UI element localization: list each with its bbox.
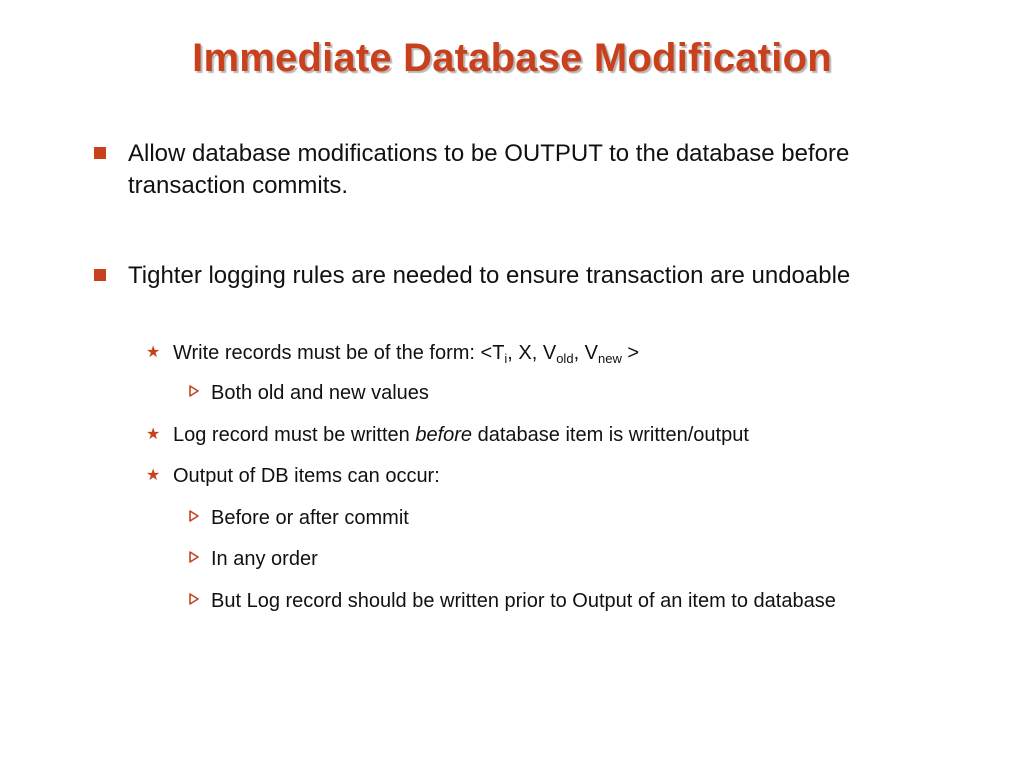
log-record-after-text: database item is written/output	[472, 424, 749, 446]
bullet-text: Output of DB items can occur:	[173, 465, 440, 487]
arrow-bullet-icon	[187, 384, 201, 398]
sub-sub-item-any-order	[211, 545, 911, 573]
subscript-old: old	[556, 351, 574, 366]
bullet-text: Before or after commit	[211, 507, 409, 529]
write-records-suffix: >	[621, 342, 640, 364]
sub-item-log-record	[146, 421, 933, 449]
star-bullet-icon: ★	[146, 465, 161, 484]
star-bullet-icon: ★	[146, 342, 161, 361]
write-records-prefix: Write records must be of the form: <T	[173, 342, 505, 364]
sub-item-write-records	[146, 339, 933, 367]
square-bullet-icon	[94, 269, 106, 281]
bullet-text: Tighter logging rules are needed to ensure transaction are undoable	[128, 262, 851, 289]
subscript-i: i	[504, 351, 508, 366]
arrow-bullet-icon	[187, 509, 201, 523]
bullet-text: But Log record should be written prior to Output of an item to database	[211, 590, 836, 612]
slide-title: Immediate Database Modification	[192, 36, 832, 80]
arrow-bullet-icon	[187, 592, 201, 606]
bullet-text: In any order	[211, 548, 318, 570]
bullet-item-tighter-logging	[128, 260, 918, 292]
log-record-italic: before	[415, 424, 473, 446]
square-bullet-icon	[94, 147, 106, 159]
log-record-before-text: Log record must be written	[173, 424, 416, 446]
sub-sub-item-log-prior	[211, 587, 911, 615]
sub-sub-item-both-values	[211, 379, 911, 407]
arrow-bullet-icon	[187, 550, 201, 564]
write-records-mid1: , X, V	[507, 342, 557, 364]
star-bullet-icon: ★	[146, 424, 161, 443]
subscript-new: new	[598, 351, 622, 366]
bullet-item-allow-modifications	[128, 138, 918, 202]
bullet-text: Both old and new values	[211, 382, 429, 404]
sub-sub-item-before-after-commit	[211, 504, 911, 532]
write-records-mid2: , V	[573, 342, 599, 364]
bullet-text: Allow database modifications to be OUTPUT to the database before transaction commits.	[128, 140, 850, 199]
sub-item-output-db-items	[146, 462, 933, 490]
